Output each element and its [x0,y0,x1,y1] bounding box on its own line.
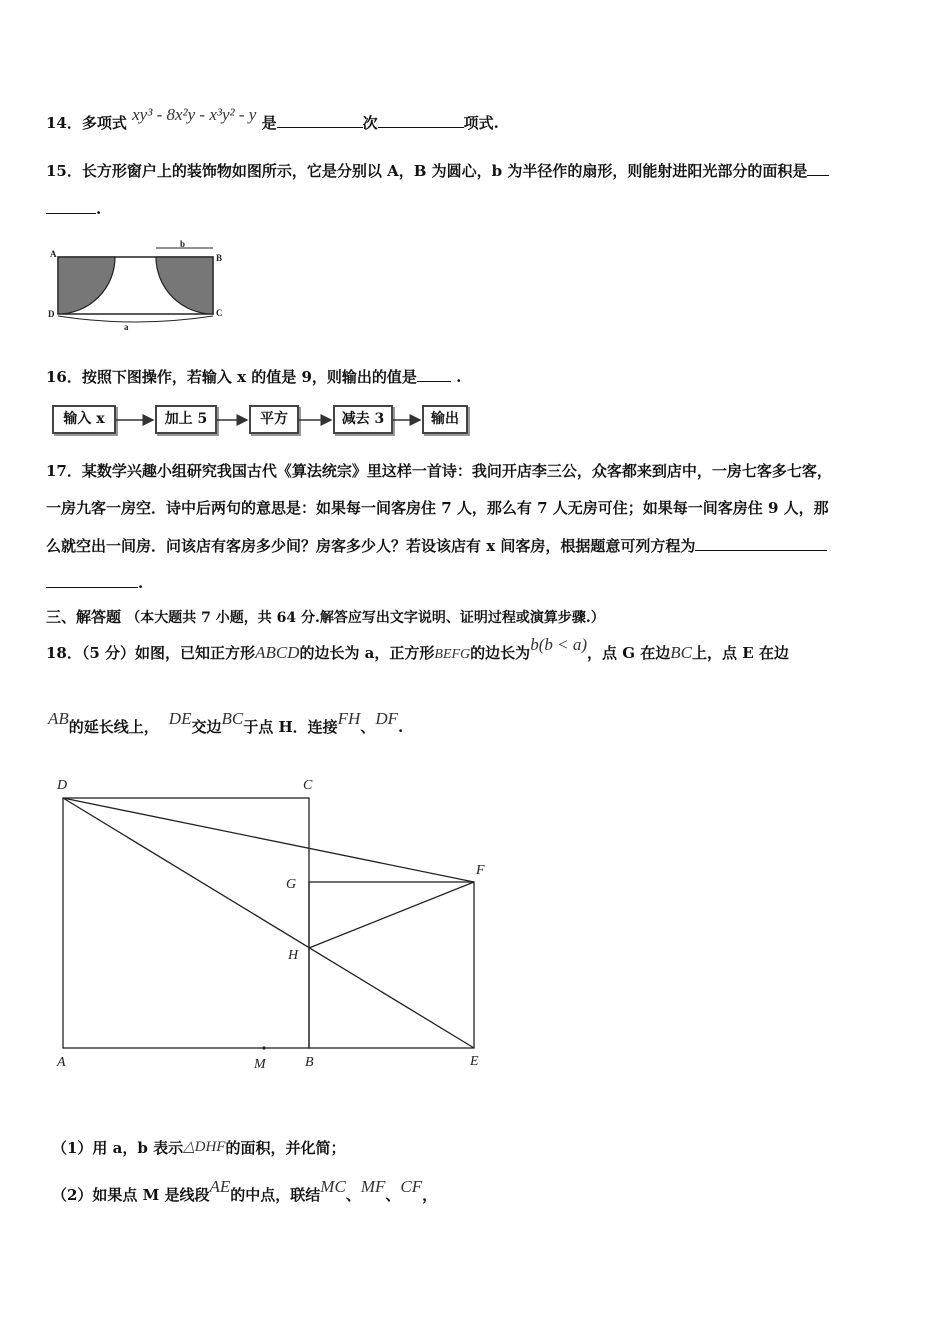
q18-t2: 的边长为 a，正方形 [299,644,435,662]
q18-bc: BC [670,643,692,662]
q18-geometry-figure [40,770,510,1080]
q17-end: . [138,574,144,592]
question-16 [46,366,461,387]
q14-blank-degree[interactable] [277,113,363,128]
q18-p2-sep2: 、 [385,1186,401,1204]
q14-blank-terms[interactable] [378,113,464,128]
q18-t8: 于点 H．连接 [243,718,338,736]
label-b: b [180,239,186,249]
fig-label-A: A [57,1055,66,1070]
fig-label-M: M [254,1057,266,1072]
q15-blank-part1[interactable] [807,161,829,176]
q14-terms: 项式. [463,114,499,132]
q18-p1-a: （1）用 a，b 表示 [52,1139,184,1157]
question-17-line1 [46,460,832,481]
flow-arrows [110,408,430,432]
label-C: C [216,308,223,318]
q15-end: . [96,200,102,218]
q18-de: DE [168,709,192,728]
question-17-line4 [46,573,143,592]
point-m [262,1046,265,1049]
q18-p2-ae: AE [209,1177,231,1196]
q18-bc2: BC [221,709,244,728]
q18-p1-b: 的面积，并化简； [225,1139,346,1157]
flow-step-subtract: 减去 3 [333,405,393,434]
q15-blank-part2[interactable] [46,199,96,214]
label-B: B [216,253,223,263]
q14-lead: 多项式 [81,114,127,132]
label-D: D [48,309,55,319]
q18-fh: FH [337,709,361,728]
q16-blank[interactable] [417,367,451,382]
fig-label-C: C [303,778,313,793]
q18-part1 [52,1137,345,1158]
square-abcd [63,798,309,1048]
q18-p2-cf: CF [400,1177,423,1196]
q18-number: 18． [46,644,82,662]
q16-number: 16． [46,368,82,386]
question-15-cont [46,199,101,218]
q16-end: . [456,368,462,386]
q18-t6: 的延长线上， [68,718,159,736]
q18-condition: b(b < a) [530,635,587,654]
q18-df: DF [375,709,398,728]
q17-blank-part1[interactable] [695,536,827,551]
fig-label-D: D [57,778,68,793]
q18-p2-b: 的中点，联结 [230,1186,321,1204]
q17-line1: 某数学兴趣小组研究我国古代《算法统宗》里这样一首诗：我问开店李三公，众客都来到店中，一房七客多七客， [81,462,832,480]
flow-step-add: 加上 5 [155,405,217,434]
q18-sep1: 、 [360,718,376,736]
square-befg [309,882,474,1048]
section-3-heading [46,606,605,627]
fig-label-E: E [470,1054,479,1069]
dim-a-curve [58,316,213,322]
section-3-note: （本大题共 7 小题，共 64 分.解答应写出文字说明、证明过程或演算步骤.） [126,610,605,626]
fig-label-G: G [286,877,297,892]
q18-befg: BEFG [434,647,471,662]
flow-step-output: 输出 [422,405,468,434]
q18-t4: ，点 G 在边 [586,644,671,662]
flow-step-input: 输入 x [52,405,116,434]
q15-number: 15． [46,162,82,180]
label-a: a [124,322,129,332]
q15-window-figure [44,238,234,334]
q18-p2-sep1: 、 [345,1186,361,1204]
q14-number: 14． [46,114,82,132]
question-17-line3 [46,535,827,556]
q18-t7: 交边 [191,718,222,736]
q17-number: 17． [46,462,82,480]
q15-text: 长方形窗户上的装饰物如图所示，它是分别以 A，B 为圆心，b 为半径作的扇形，则能射进阳光部分的面积是 [81,162,808,180]
section-3-title: 三、解答题 [46,608,122,626]
q18-abcd: ABCD [255,643,300,662]
q16-text: 按照下图操作，若输入 x 的值是 9，则输出的值是 [81,368,417,386]
q18-p2-a: （2）如果点 M 是线段 [52,1186,210,1204]
segment-hf [309,882,474,948]
fig-label-H: H [288,948,299,963]
q18-t9: . [397,718,404,736]
fig-label-B: B [305,1055,314,1070]
q17-line2: 一房九客一房空．诗中后两句的意思是：如果每一间客房住 7 人，那么有 7 人无房可住；如果每一间客房住 9 人，那 [46,499,829,517]
question-17-line2 [46,497,829,518]
q18-ab: AB [48,709,69,728]
segment-de [63,798,474,1048]
q14-is: 是 [261,114,277,132]
question-14 [46,105,499,133]
q18-t3: 的边长为 [470,644,531,662]
q18-p2-end: ， [422,1186,438,1204]
label-A: A [50,249,57,259]
q18-p1-triangle: △DHF [183,1139,226,1155]
q18-t5: 上，点 E 在边 [691,644,789,662]
fig-label-F: F [476,863,485,878]
q18-p2-mf: MF [360,1177,386,1196]
flow-step-square: 平方 [249,405,299,434]
question-18-line2 [48,709,404,737]
question-15 [46,160,829,181]
q17-line3: 么就空出一间房．问该店有客房多少间？房客多少人？若设该店有 x 间客房，根据题意可列方程为 [46,537,696,555]
q14-polynomial: xy³ - 8x²y - x³y² - y [132,105,257,124]
question-18-line1 [46,635,789,663]
q18-part2 [52,1177,438,1205]
q18-t1: 如图，已知正方形 [135,644,256,662]
segment-df [63,798,474,882]
q17-blank-part2[interactable] [46,573,138,588]
q18-score: （5 分） [81,644,136,662]
q18-p2-mc: MC [320,1177,346,1196]
q14-degree: 次 [362,114,378,132]
